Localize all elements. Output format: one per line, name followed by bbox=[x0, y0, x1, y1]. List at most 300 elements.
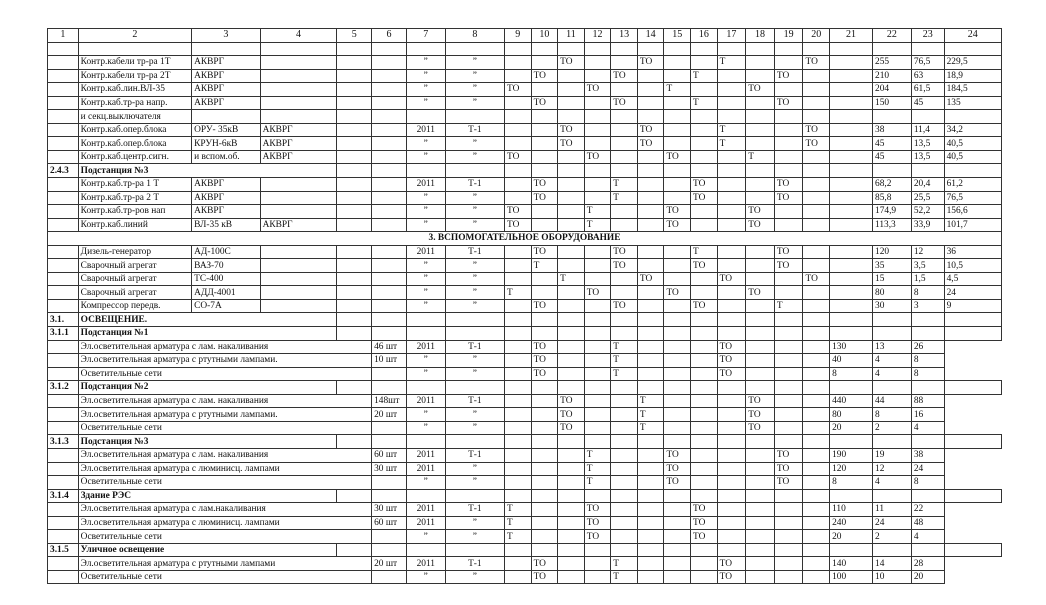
table-cell: ТО bbox=[531, 570, 558, 584]
table-cell bbox=[337, 327, 372, 341]
table-cell bbox=[406, 327, 445, 341]
table-cell bbox=[774, 408, 803, 422]
table-cell: 45 bbox=[873, 150, 912, 164]
table-cell bbox=[803, 178, 830, 192]
column-number: 20 bbox=[803, 29, 830, 43]
table-cell: 61,5 bbox=[911, 83, 944, 97]
table-cell: ТО bbox=[746, 83, 775, 97]
table-cell bbox=[584, 164, 611, 178]
column-number: 13 bbox=[611, 29, 638, 43]
table-cell bbox=[717, 503, 746, 517]
table-cell bbox=[504, 570, 531, 584]
table-cell bbox=[531, 42, 558, 56]
table-cell bbox=[717, 489, 746, 503]
table-cell: Контр.каб.тр-ра 1 Т bbox=[78, 178, 191, 192]
table-row bbox=[48, 56, 1002, 70]
table-cell bbox=[584, 56, 611, 70]
table-cell bbox=[637, 96, 664, 110]
table-cell bbox=[637, 448, 664, 462]
table-cell bbox=[337, 150, 372, 164]
table-cell bbox=[558, 462, 585, 476]
table-cell bbox=[584, 327, 611, 341]
table-cell: ТО bbox=[611, 259, 638, 273]
table-cell bbox=[717, 245, 746, 259]
table-cell bbox=[260, 272, 337, 286]
table-cell: ТО bbox=[774, 178, 803, 192]
table-cell: 68,2 bbox=[873, 178, 912, 192]
table-cell: Контр.кабели тр-ра 1Т bbox=[78, 56, 191, 70]
table-cell bbox=[337, 259, 372, 273]
table-cell bbox=[746, 191, 775, 205]
table-cell bbox=[504, 367, 531, 381]
table-cell bbox=[531, 394, 558, 408]
table-cell bbox=[830, 69, 873, 83]
table-cell bbox=[531, 313, 558, 327]
table-cell: Т bbox=[584, 218, 611, 232]
table-cell bbox=[504, 476, 531, 490]
table-cell bbox=[558, 299, 585, 313]
table-cell bbox=[558, 313, 585, 327]
item-name: Осветительные сети bbox=[78, 367, 371, 381]
table-cell bbox=[504, 164, 531, 178]
section-row bbox=[48, 164, 1002, 178]
table-cell: ТО bbox=[584, 286, 611, 300]
table-cell bbox=[584, 367, 611, 381]
table-cell bbox=[372, 218, 407, 232]
item-name: Эл.осветительная арматура с лам. накаливания bbox=[78, 394, 371, 408]
table-cell bbox=[558, 367, 585, 381]
table-cell: ” bbox=[445, 421, 504, 435]
table-cell: 48 bbox=[911, 516, 944, 530]
table-cell bbox=[830, 299, 873, 313]
table-cell: 2011 bbox=[406, 448, 445, 462]
table-cell bbox=[746, 137, 775, 151]
table-cell bbox=[48, 408, 79, 422]
table-cell bbox=[664, 259, 691, 273]
table-cell bbox=[774, 42, 803, 56]
table-row bbox=[48, 218, 1002, 232]
table-cell bbox=[691, 313, 718, 327]
table-cell bbox=[774, 218, 803, 232]
table-cell bbox=[746, 381, 775, 395]
table-row bbox=[48, 448, 1002, 462]
table-cell bbox=[48, 299, 79, 313]
table-cell bbox=[774, 272, 803, 286]
item-name: Эл.осветительная арматура с лам. накаливания bbox=[78, 340, 371, 354]
table-cell bbox=[830, 42, 873, 56]
table-cell bbox=[691, 381, 718, 395]
column-number: 4 bbox=[260, 29, 337, 43]
table-cell bbox=[611, 327, 638, 341]
table-cell: 35 bbox=[873, 259, 912, 273]
section-number: 3.1.4 bbox=[48, 489, 79, 503]
table-cell: ТО bbox=[803, 123, 830, 137]
table-cell: Т bbox=[584, 476, 611, 490]
table-cell bbox=[558, 327, 585, 341]
table-cell bbox=[637, 489, 664, 503]
table-cell bbox=[691, 367, 718, 381]
table-cell bbox=[48, 570, 79, 584]
table-cell bbox=[637, 205, 664, 219]
table-cell bbox=[531, 272, 558, 286]
table-cell: Т bbox=[504, 286, 531, 300]
table-cell: 24 bbox=[944, 286, 1001, 300]
table-cell bbox=[531, 137, 558, 151]
column-number: 23 bbox=[911, 29, 944, 43]
table-cell: 4 bbox=[873, 354, 912, 368]
table-cell bbox=[584, 381, 611, 395]
table-cell bbox=[260, 42, 337, 56]
table-cell: Контр.каб.лин.ВЛ-35 bbox=[78, 83, 191, 97]
table-cell bbox=[611, 110, 638, 124]
table-cell: ” bbox=[406, 150, 445, 164]
table-cell bbox=[445, 381, 504, 395]
table-cell bbox=[637, 191, 664, 205]
table-cell bbox=[803, 327, 830, 341]
column-number: 3 bbox=[192, 29, 261, 43]
table-cell bbox=[372, 110, 407, 124]
table-cell: 14 bbox=[873, 557, 912, 571]
table-cell bbox=[637, 503, 664, 517]
table-cell bbox=[803, 489, 830, 503]
table-cell bbox=[337, 178, 372, 192]
table-cell bbox=[664, 340, 691, 354]
table-cell: ” bbox=[445, 367, 504, 381]
column-number: 15 bbox=[664, 29, 691, 43]
table-cell: ТО bbox=[558, 123, 585, 137]
table-cell bbox=[504, 110, 531, 124]
table-cell bbox=[48, 530, 79, 544]
table-cell: 2011 bbox=[406, 503, 445, 517]
table-cell: ” bbox=[406, 421, 445, 435]
table-cell bbox=[691, 421, 718, 435]
table-cell bbox=[260, 69, 337, 83]
table-cell bbox=[637, 245, 664, 259]
table-cell bbox=[830, 381, 873, 395]
table-cell: АКВРГ bbox=[260, 218, 337, 232]
table-cell bbox=[584, 543, 611, 557]
table-cell bbox=[372, 56, 407, 70]
table-cell bbox=[48, 218, 79, 232]
table-cell bbox=[717, 178, 746, 192]
table-cell: 60 шт bbox=[372, 516, 407, 530]
table-cell bbox=[774, 205, 803, 219]
table-cell: Т-1 bbox=[445, 340, 504, 354]
table-cell: ” bbox=[406, 272, 445, 286]
table-cell bbox=[830, 272, 873, 286]
table-cell bbox=[584, 245, 611, 259]
table-cell bbox=[445, 313, 504, 327]
table-cell: 240 bbox=[830, 516, 873, 530]
table-cell bbox=[611, 205, 638, 219]
table-row bbox=[48, 83, 1002, 97]
table-cell bbox=[746, 340, 775, 354]
table-cell bbox=[372, 123, 407, 137]
table-cell bbox=[584, 421, 611, 435]
table-cell: 26 bbox=[911, 340, 944, 354]
table-cell: Т bbox=[531, 259, 558, 273]
table-cell bbox=[372, 245, 407, 259]
table-cell bbox=[637, 218, 664, 232]
table-cell bbox=[830, 218, 873, 232]
table-cell bbox=[830, 56, 873, 70]
table-cell: 8 bbox=[911, 476, 944, 490]
table-cell: АДД-4001 bbox=[192, 286, 261, 300]
table-cell: 45 bbox=[911, 96, 944, 110]
table-cell: ТО bbox=[558, 56, 585, 70]
table-cell: Т bbox=[611, 557, 638, 571]
table-cell bbox=[260, 110, 337, 124]
table-cell bbox=[664, 516, 691, 530]
table-cell: 36 bbox=[944, 245, 1001, 259]
table-cell: ТО bbox=[717, 340, 746, 354]
table-cell bbox=[774, 381, 803, 395]
column-number: 1 bbox=[48, 29, 79, 43]
table-cell bbox=[48, 96, 79, 110]
table-cell bbox=[558, 96, 585, 110]
table-cell: 120 bbox=[830, 462, 873, 476]
table-cell: 11,4 bbox=[911, 123, 944, 137]
table-cell bbox=[406, 164, 445, 178]
table-cell bbox=[337, 299, 372, 313]
table-cell: Т-1 bbox=[445, 503, 504, 517]
table-cell bbox=[830, 123, 873, 137]
table-cell bbox=[504, 489, 531, 503]
table-cell bbox=[803, 150, 830, 164]
table-cell: Т bbox=[558, 272, 585, 286]
table-cell bbox=[746, 462, 775, 476]
table-cell bbox=[830, 435, 873, 449]
table-cell: 12 bbox=[873, 462, 912, 476]
table-cell bbox=[504, 69, 531, 83]
table-cell bbox=[504, 327, 531, 341]
item-name: Эл.осветительная арматура с ртутными лампами bbox=[78, 557, 371, 571]
table-cell bbox=[531, 448, 558, 462]
table-cell bbox=[48, 150, 79, 164]
maintenance-table bbox=[47, 28, 1002, 584]
table-cell bbox=[746, 435, 775, 449]
table-cell bbox=[637, 543, 664, 557]
table-cell: ТО bbox=[584, 150, 611, 164]
table-cell bbox=[372, 421, 407, 435]
table-cell bbox=[611, 543, 638, 557]
table-cell: ТО bbox=[504, 83, 531, 97]
table-cell: ” bbox=[445, 83, 504, 97]
section-heading-row bbox=[48, 232, 1002, 246]
table-cell bbox=[558, 381, 585, 395]
table-cell bbox=[584, 299, 611, 313]
table-cell bbox=[830, 164, 873, 178]
table-cell bbox=[746, 557, 775, 571]
table-cell: Контр.каб.центр.сигн. bbox=[78, 150, 191, 164]
table-cell: ТО bbox=[504, 205, 531, 219]
table-cell bbox=[803, 286, 830, 300]
table-cell: ТО bbox=[531, 96, 558, 110]
table-cell bbox=[637, 340, 664, 354]
item-name: Эл.осветительная арматура с лам.накаливания bbox=[78, 503, 371, 517]
table-cell bbox=[372, 570, 407, 584]
table-cell bbox=[611, 42, 638, 56]
table-cell: 63 bbox=[911, 69, 944, 83]
table-row bbox=[48, 367, 1002, 381]
table-cell: ТО bbox=[558, 137, 585, 151]
table-cell: 3 bbox=[911, 299, 944, 313]
table-cell bbox=[48, 42, 79, 56]
table-cell bbox=[584, 178, 611, 192]
table-cell bbox=[531, 530, 558, 544]
table-cell bbox=[48, 340, 79, 354]
table-cell bbox=[611, 448, 638, 462]
table-cell bbox=[717, 543, 746, 557]
table-cell bbox=[445, 164, 504, 178]
table-cell bbox=[873, 435, 912, 449]
table-cell: и вспом.об. bbox=[192, 150, 261, 164]
table-cell bbox=[531, 205, 558, 219]
table-cell: 2011 bbox=[406, 340, 445, 354]
table-cell: ТО bbox=[531, 557, 558, 571]
item-name: Осветительные сети bbox=[78, 476, 371, 490]
table-cell bbox=[944, 313, 1001, 327]
table-cell bbox=[803, 83, 830, 97]
table-cell bbox=[260, 83, 337, 97]
table-cell: 61,2 bbox=[944, 178, 1001, 192]
table-row bbox=[48, 69, 1002, 83]
table-cell bbox=[48, 56, 79, 70]
table-cell bbox=[803, 543, 830, 557]
table-cell: ” bbox=[445, 286, 504, 300]
table-cell: ВАЗ-70 bbox=[192, 259, 261, 273]
table-cell bbox=[504, 448, 531, 462]
section-number: 3.1.5 bbox=[48, 543, 79, 557]
table-cell bbox=[372, 313, 407, 327]
table-cell bbox=[746, 69, 775, 83]
table-cell bbox=[944, 327, 1001, 341]
table-cell bbox=[558, 286, 585, 300]
table-cell: ” bbox=[445, 272, 504, 286]
table-cell bbox=[774, 340, 803, 354]
table-cell bbox=[637, 367, 664, 381]
table-cell: АКВРГ bbox=[260, 123, 337, 137]
table-cell bbox=[584, 570, 611, 584]
table-cell bbox=[803, 299, 830, 313]
table-cell bbox=[691, 42, 718, 56]
table-cell bbox=[406, 313, 445, 327]
table-cell bbox=[691, 543, 718, 557]
table-cell: 8 bbox=[830, 367, 873, 381]
table-cell bbox=[584, 259, 611, 273]
table-cell: Т bbox=[584, 205, 611, 219]
table-cell bbox=[717, 394, 746, 408]
table-cell: 15 bbox=[873, 272, 912, 286]
table-cell: Дизель-генератор bbox=[78, 245, 191, 259]
table-cell bbox=[337, 191, 372, 205]
section-number: 3.1. bbox=[48, 313, 79, 327]
column-number: 22 bbox=[873, 29, 912, 43]
table-cell bbox=[372, 543, 407, 557]
table-cell bbox=[717, 299, 746, 313]
column-number: 18 bbox=[746, 29, 775, 43]
table-cell: АКВРГ bbox=[192, 205, 261, 219]
table-cell: Т bbox=[717, 137, 746, 151]
table-cell bbox=[803, 259, 830, 273]
table-cell: ” bbox=[406, 69, 445, 83]
table-cell: 3,5 bbox=[911, 259, 944, 273]
table-cell bbox=[584, 557, 611, 571]
table-cell bbox=[664, 272, 691, 286]
table-cell: 2011 bbox=[406, 557, 445, 571]
table-cell: ” bbox=[445, 137, 504, 151]
table-cell: ” bbox=[406, 191, 445, 205]
table-cell bbox=[48, 191, 79, 205]
table-cell bbox=[746, 543, 775, 557]
table-cell: АД-100С bbox=[192, 245, 261, 259]
table-cell: ” bbox=[445, 69, 504, 83]
table-cell: ” bbox=[406, 354, 445, 368]
table-cell bbox=[558, 218, 585, 232]
table-cell bbox=[611, 408, 638, 422]
table-cell: Т bbox=[637, 394, 664, 408]
table-cell: 4 bbox=[873, 476, 912, 490]
table-cell bbox=[372, 381, 407, 395]
table-cell bbox=[746, 110, 775, 124]
table-cell bbox=[746, 489, 775, 503]
table-cell: ” bbox=[445, 516, 504, 530]
table-cell bbox=[260, 286, 337, 300]
table-cell: 30 шт bbox=[372, 503, 407, 517]
table-cell bbox=[717, 516, 746, 530]
table-cell: ” bbox=[406, 96, 445, 110]
table-cell: ” bbox=[445, 476, 504, 490]
table-cell: ВЛ-35 кВ bbox=[192, 218, 261, 232]
table-cell: ТО bbox=[717, 570, 746, 584]
table-cell: ТО bbox=[774, 462, 803, 476]
table-cell bbox=[803, 394, 830, 408]
table-cell bbox=[873, 381, 912, 395]
table-cell bbox=[611, 489, 638, 503]
table-cell bbox=[48, 110, 79, 124]
table-cell bbox=[774, 394, 803, 408]
column-number: 21 bbox=[830, 29, 873, 43]
table-cell bbox=[531, 123, 558, 137]
table-cell bbox=[337, 245, 372, 259]
table-cell: ТО bbox=[664, 286, 691, 300]
table-cell bbox=[774, 286, 803, 300]
table-cell: 44 bbox=[873, 394, 912, 408]
table-cell bbox=[260, 259, 337, 273]
table-cell: ТО bbox=[717, 367, 746, 381]
table-cell: ТО bbox=[774, 448, 803, 462]
table-cell: ” bbox=[406, 476, 445, 490]
table-cell bbox=[504, 557, 531, 571]
table-row bbox=[48, 245, 1002, 259]
table-cell bbox=[830, 150, 873, 164]
table-cell bbox=[746, 178, 775, 192]
table-cell: ” bbox=[445, 462, 504, 476]
table-cell bbox=[944, 42, 1001, 56]
table-cell: 4 bbox=[911, 421, 944, 435]
table-cell bbox=[584, 435, 611, 449]
table-cell bbox=[337, 123, 372, 137]
table-cell bbox=[558, 110, 585, 124]
table-cell: Т-1 bbox=[445, 245, 504, 259]
item-name: Осветительные сети bbox=[78, 421, 371, 435]
table-cell bbox=[746, 530, 775, 544]
table-cell bbox=[531, 543, 558, 557]
table-cell: ” bbox=[445, 530, 504, 544]
table-cell: ТО bbox=[691, 516, 718, 530]
table-cell bbox=[531, 110, 558, 124]
table-row bbox=[48, 191, 1002, 205]
